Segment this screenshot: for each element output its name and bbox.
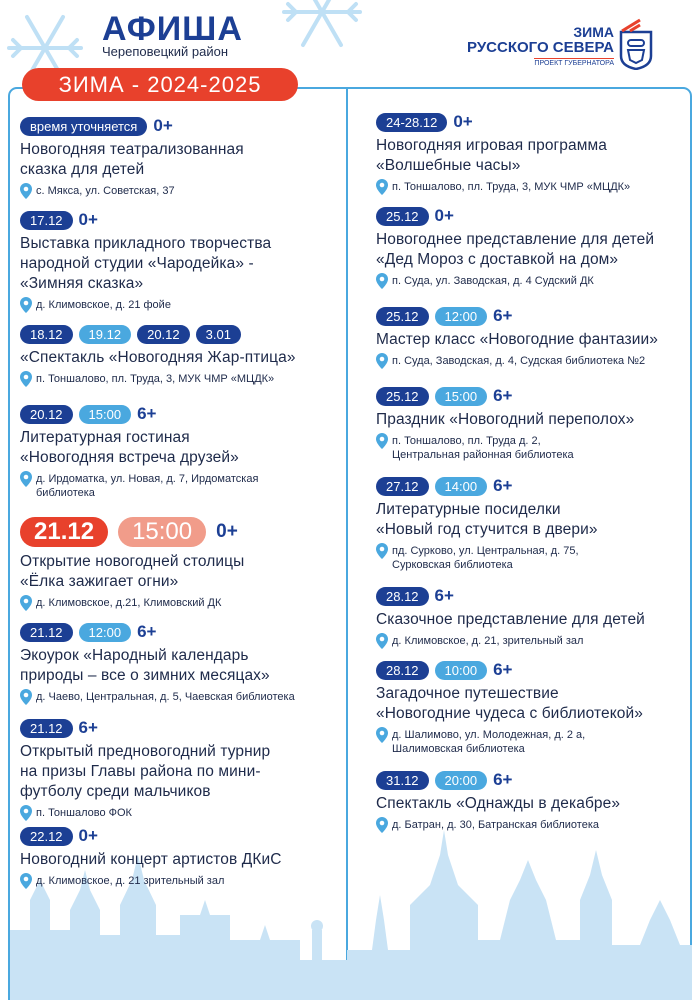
location-line: Шалимовская библиотека (392, 743, 525, 755)
location-text (392, 434, 574, 462)
date-badge: 19.12 (79, 325, 132, 344)
logo-line3: ПРОЕКТ ГУБЕРНАТОРА (534, 60, 614, 67)
season-banner: ЗИМА - 2024-2025 (22, 68, 298, 101)
date-badge: 21.12 (20, 517, 108, 547)
time-badge: 15:00 (79, 405, 132, 424)
location-line: Сурковская библиотека (392, 559, 513, 571)
event-tags (376, 770, 692, 790)
location-line: д. Климовское, д.21, Климовский ДК (36, 597, 222, 609)
location-pin-icon (20, 595, 32, 611)
event-title (20, 140, 340, 180)
location-pin-icon (376, 727, 388, 743)
age-rating: 6+ (493, 770, 513, 789)
event-title-line: «Новогодние чудеса с библиотекой» (376, 705, 644, 722)
project-logo (467, 18, 686, 78)
location-line: п. Тоншалово, пл. Труда, 3, МУК ЧМР «МЦДК» (392, 181, 631, 193)
location-text (392, 634, 583, 648)
flag-icon (620, 18, 642, 32)
age-rating: 6+ (137, 622, 157, 641)
event-card (376, 386, 692, 462)
date-badge: 27.12 (376, 477, 429, 496)
event-title-line: Новогоднее представление для детей (376, 231, 655, 248)
age-rating: 0+ (453, 112, 473, 131)
location-text (392, 818, 599, 832)
event-title-line: «Зимняя сказка» (20, 275, 144, 292)
event-title-line: Экоурок «Народный календарь (20, 647, 249, 664)
event-location (376, 274, 692, 289)
kremlin-silhouette (347, 830, 692, 1000)
event-title-line: Открытие новогодней столицы (20, 553, 245, 570)
event-title-line: Новогодний концерт артистов ДКиС (20, 851, 282, 868)
event-tags (376, 586, 692, 606)
event-title-line: Мастер класс «Новогодние фантазии» (376, 331, 658, 348)
event-location (20, 690, 340, 705)
event-location (20, 184, 340, 199)
date-badge: 25.12 (376, 387, 429, 406)
date-badge: 21.12 (20, 623, 73, 642)
event-card (20, 516, 340, 611)
event-location (376, 354, 692, 369)
event-title (376, 136, 692, 176)
location-pin-icon (376, 179, 388, 195)
event-title-line: Загадочное путешествие (376, 685, 559, 702)
time-badge: 10:00 (435, 661, 488, 680)
location-pin-icon (376, 433, 388, 449)
time-badge: 12:00 (435, 307, 488, 326)
date-badge: 25.12 (376, 307, 429, 326)
age-rating: 6+ (137, 404, 157, 423)
logo-line1: ЗИМА (573, 24, 614, 40)
event-tags (376, 206, 692, 226)
location-text (392, 354, 645, 368)
event-location (376, 180, 692, 195)
date-badge: 17.12 (20, 211, 73, 230)
event-location (20, 874, 340, 889)
shield-icon (618, 26, 654, 70)
location-text (36, 472, 258, 500)
event-title-line: «Новый год стучится в двери» (376, 521, 598, 538)
event-location (376, 818, 692, 833)
location-line: д. Чаево, Центральная, д. 5, Чаевская библиотека (36, 691, 295, 703)
date-badge: 21.12 (20, 719, 73, 738)
event-title-line: «Дед Мороз с доставкой на дом» (376, 251, 619, 268)
location-text (392, 728, 585, 756)
event-title (20, 646, 340, 686)
event-location (20, 472, 340, 500)
event-title (376, 500, 692, 540)
event-tags (20, 826, 340, 846)
date-badge: 18.12 (20, 325, 73, 344)
event-title (376, 230, 692, 270)
event-card (376, 770, 692, 833)
event-title-line: Новогодняя игровая программа (376, 137, 607, 154)
age-rating: 6+ (434, 586, 454, 605)
event-title (376, 330, 692, 350)
location-line: п. Суда, Заводская, д. 4, Судская библиотека №2 (392, 355, 646, 367)
event-title-line: Праздник «Новогодний переполох» (376, 411, 635, 428)
event-title-line: Литературные посиделки (376, 501, 561, 518)
time-badge: 12:00 (79, 623, 132, 642)
event-card (376, 586, 692, 649)
event-card (20, 116, 340, 199)
event-title (376, 684, 692, 724)
location-text (36, 690, 295, 704)
event-tags (376, 476, 692, 496)
event-title (20, 850, 340, 870)
event-tags (20, 210, 340, 230)
event-card (20, 826, 340, 889)
event-title-line: Спектакль «Однажды в декабре» (376, 795, 621, 812)
event-location (20, 596, 340, 611)
time-badge: 14:00 (435, 477, 488, 496)
event-tags (376, 112, 692, 132)
event-title-line: Открытый предновогодний турнир (20, 743, 271, 760)
age-rating: 0+ (78, 826, 98, 845)
date-badge: 28.12 (376, 587, 429, 606)
location-pin-icon (20, 471, 32, 487)
location-line: д. Ирдоматка, ул. Новая, д. 7, Ирдоматская (36, 473, 259, 485)
age-rating: 6+ (493, 386, 513, 405)
location-text (392, 180, 630, 194)
date-badge: 25.12 (376, 207, 429, 226)
event-tags (20, 516, 340, 548)
age-rating: 6+ (493, 306, 513, 325)
location-pin-icon (20, 297, 32, 313)
age-rating: 6+ (493, 476, 513, 495)
location-pin-icon (20, 689, 32, 705)
event-tags (376, 660, 692, 680)
age-rating: 6+ (78, 718, 98, 737)
event-title-line: Новогодняя театрализованная (20, 141, 244, 158)
event-tags (20, 718, 340, 738)
event-location (376, 634, 692, 649)
event-tags (376, 386, 692, 406)
location-line: п. Тоншалово, пл. Труда, 3, МУК ЧМР «МЦДК» (36, 373, 275, 385)
event-title (20, 552, 340, 592)
location-line: д. Батран, д. 30, Батранская библиотека (392, 819, 599, 831)
event-tags (20, 404, 340, 424)
event-location (20, 806, 340, 821)
district-name: Череповецкий район (102, 44, 229, 59)
location-text (36, 596, 221, 610)
event-title-line: Выставка прикладного творчества (20, 235, 272, 252)
age-rating: 6+ (493, 660, 513, 679)
age-rating: 0+ (216, 521, 238, 542)
event-title-line: на призы Главы района по мини- (20, 763, 261, 780)
event-title (20, 742, 340, 802)
event-title-line: Сказочное представление для детей (376, 611, 645, 628)
event-title-line: Литературная гостиная (20, 429, 190, 446)
event-card (376, 660, 692, 756)
location-line: п. Суда, ул. Заводская, д. 4 Судский ДК (392, 275, 594, 287)
event-card (20, 324, 340, 387)
event-card (20, 404, 340, 500)
event-tags (20, 116, 340, 136)
event-card (20, 718, 340, 821)
event-location (376, 728, 692, 756)
date-badge: 20.12 (137, 325, 190, 344)
location-pin-icon (20, 805, 32, 821)
event-title (20, 428, 340, 468)
time-badge: 20:00 (435, 771, 488, 790)
event-card (376, 306, 692, 369)
logo-line2: РУССКОГО СЕВЕРА (467, 39, 614, 56)
location-pin-icon (376, 273, 388, 289)
event-card (376, 206, 692, 289)
location-pin-icon (376, 633, 388, 649)
location-line: п. Тоншалово, пл. Труда д. 2, (392, 435, 541, 447)
event-location (20, 298, 340, 313)
date-badge: время уточняется (20, 117, 147, 136)
location-line: пд. Сурково, ул. Центральная, д. 75, (392, 545, 579, 557)
location-text (36, 806, 132, 820)
location-pin-icon (20, 873, 32, 889)
event-title-line: «Волшебные часы» (376, 157, 521, 174)
date-badge: 3.01 (196, 325, 241, 344)
event-tags (20, 622, 340, 642)
age-rating: 0+ (434, 206, 454, 225)
location-line: д. Климовское, д. 21 зрительный зал (36, 875, 225, 887)
event-title-line: природы – все о зимних месяцах» (20, 667, 270, 684)
location-line: д. Климовское, д. 21, зрительный зал (392, 635, 584, 647)
location-pin-icon (376, 817, 388, 833)
event-title (20, 234, 340, 294)
event-title (20, 348, 340, 368)
location-line: д. Климовское, д. 21 фойе (36, 299, 171, 311)
time-badge: 15:00 (118, 517, 206, 547)
event-location (376, 434, 692, 462)
event-location (20, 372, 340, 387)
location-line: с. Мякса, ул. Советская, 37 (36, 185, 175, 197)
location-line: библиотека (36, 487, 95, 499)
event-title-line: «Ёлка зажигает огни» (20, 573, 179, 590)
age-rating: 0+ (78, 210, 98, 229)
location-text (36, 184, 175, 198)
date-badge: 28.12 (376, 661, 429, 680)
location-pin-icon (20, 371, 32, 387)
event-title-line: «Спектакль «Новогодняя Жар-птица» (20, 349, 296, 366)
event-title-line: футболу среди мальчиков (20, 783, 211, 800)
location-pin-icon (376, 353, 388, 369)
date-badge: 22.12 (20, 827, 73, 846)
event-title-line: народной студии «Чародейка» - (20, 255, 254, 272)
date-badge: 31.12 (376, 771, 429, 790)
event-location (376, 544, 692, 572)
event-title (376, 794, 692, 814)
location-pin-icon (376, 543, 388, 559)
event-title (376, 610, 692, 630)
event-card (376, 476, 692, 572)
poster-title: АФИША (102, 10, 243, 48)
event-title-line: «Новогодняя встреча друзей» (20, 449, 239, 466)
location-text (392, 274, 594, 288)
age-rating: 0+ (153, 116, 173, 135)
time-badge: 15:00 (435, 387, 488, 406)
event-card (376, 112, 692, 195)
event-card (20, 622, 340, 705)
location-line: Центральная районная библиотека (392, 449, 574, 461)
location-text (36, 372, 274, 386)
location-line: д. Шалимово, ул. Молодежная, д. 2 а, (392, 729, 586, 741)
event-tags (20, 324, 340, 344)
event-title-line: сказка для детей (20, 161, 145, 178)
location-pin-icon (20, 183, 32, 199)
location-line: п. Тоншалово ФОК (36, 807, 132, 819)
date-badge: 24-28.12 (376, 113, 447, 132)
event-tags (376, 306, 692, 326)
event-card (20, 210, 340, 313)
location-text (392, 544, 579, 572)
location-text (36, 298, 171, 312)
location-text (36, 874, 224, 888)
date-badge: 20.12 (20, 405, 73, 424)
event-title (376, 410, 692, 430)
